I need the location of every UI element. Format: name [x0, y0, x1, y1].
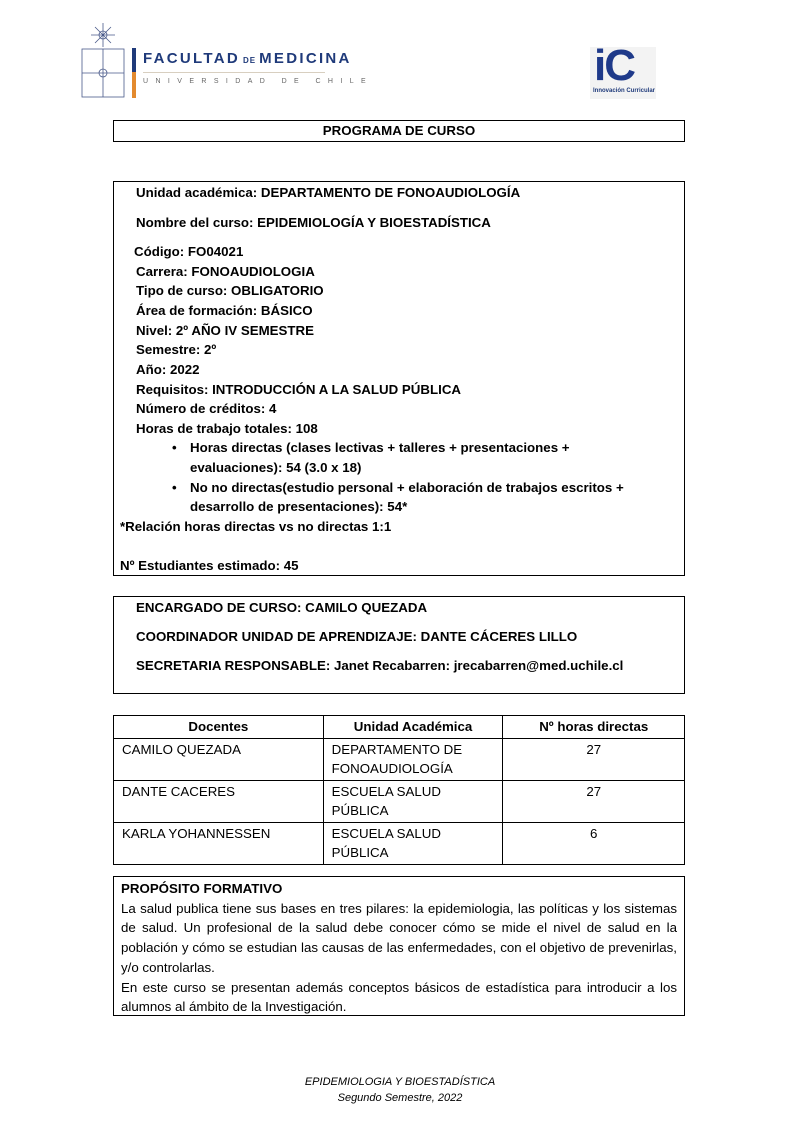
docente-horas: 27 — [503, 780, 685, 822]
relacion-horas: *Relación horas directas vs no directas 1:1 — [120, 519, 392, 534]
logo-subtitle: UNIVERSIDAD DE CHILE — [143, 78, 374, 85]
coordinador: COORDINADOR UNIDAD DE APRENDIZAJE: DANTE CÁCERES LILLO — [136, 629, 578, 644]
bullet-horas-directas-1: Horas directas (clases lectivas + talleres + presentaciones + — [190, 440, 570, 455]
estudiantes-estimado: Nº Estudiantes estimado: 45 — [120, 558, 299, 573]
requisitos: Requisitos: INTRODUCCIÓN A LA SALUD PÚBLICA — [136, 382, 462, 397]
docente-unidad: ESCUELA SALUD PÚBLICA — [323, 822, 503, 864]
tipo-curso: Tipo de curso: OBLIGATORIO — [136, 283, 324, 298]
logo-mark: iC — [594, 41, 634, 90]
docente-horas: 27 — [503, 738, 685, 780]
university-seal-icon — [80, 22, 126, 100]
innovacion-curricular-logo — [590, 41, 656, 99]
header-docentes: Docentes — [114, 716, 324, 739]
course-info-box — [113, 181, 685, 576]
codigo: Código: FO04021 — [134, 244, 244, 259]
docente-horas: 6 — [503, 822, 685, 864]
table-header-row — [114, 716, 685, 739]
proposito-heading: PROPÓSITO FORMATIVO — [121, 881, 283, 896]
carrera: Carrera: FONOAUDIOLOGIA — [136, 264, 315, 279]
docente-name: KARLA YOHANNESSEN — [114, 822, 324, 864]
facultad-medicina-logo — [80, 22, 374, 102]
docente-name: CAMILO QUEZADA — [114, 738, 324, 780]
docentes-table — [113, 715, 685, 865]
footer-course: EPIDEMIOLOGIA Y BIOESTADÍSTICA — [304, 1076, 496, 1088]
bullet-no-directas-2: desarrollo de presentaciones): 54* — [190, 499, 408, 514]
bullet-icon: • — [172, 440, 177, 455]
nombre-curso: Nombre del curso: EPIDEMIOLOGÍA Y BIOESTADÍSTICA — [136, 215, 491, 230]
logo-title2: MEDICINA — [259, 50, 352, 67]
table-row — [114, 780, 685, 822]
bullet-horas-directas-2: evaluaciones): 54 (3.0 x 18) — [190, 460, 362, 475]
responsables-box — [113, 596, 685, 694]
logo-de: DE — [243, 56, 257, 65]
footer-semester: Segundo Semestre, 2022 — [337, 1092, 463, 1104]
header-unidad: Unidad Académica — [323, 716, 503, 739]
unidad-academica: Unidad académica: DEPARTAMENTO DE FONOAUDIOLOGÍA — [136, 185, 521, 200]
docente-unidad: ESCUELA SALUD PÚBLICA — [323, 780, 503, 822]
logo-caption: Innovación Curricular — [593, 88, 656, 94]
proposito-paragraph-1: La salud publica tiene sus bases en tres pilares: la epidemiologia, las políticas y los sistemas de salud. Un profesional de la salud debe conocer cómo se mide el nivel de salud en la población y cómo se estudian las causas de las enfermedades, con el objetivo de prevenirlas, y/o controlarlas. — [121, 900, 677, 975]
table-row — [114, 822, 685, 864]
horas-totales: Horas de trabajo totales: 108 — [136, 421, 318, 436]
proposito-paragraph-2: En este curso se presentan además conceptos básicos de estadística para introducir a los alumnos al ámbito de la Investigación. — [121, 979, 677, 1015]
docente-name: DANTE CACERES — [114, 780, 324, 822]
bullet-no-directas-1: No no directas(estudio personal + elaboración de trabajos escritos + — [190, 480, 624, 495]
bullet-icon: • — [172, 480, 177, 495]
logo-title: FACULTAD — [143, 50, 240, 67]
proposito-box — [113, 876, 685, 1016]
anio: Año: 2022 — [136, 362, 200, 377]
table-row — [114, 738, 685, 780]
title-box — [113, 120, 685, 142]
docente-unidad: DEPARTAMENTO DE FONOAUDIOLOGÍA — [323, 738, 503, 780]
header-horas: Nº horas directas — [503, 716, 685, 739]
secretaria: SECRETARIA RESPONSABLE: Janet Recabarren: jrecabarren@med.uchile.cl — [136, 658, 624, 673]
creditos: Número de créditos: 4 — [136, 401, 277, 416]
page-title: PROGRAMA DE CURSO — [322, 123, 476, 138]
semestre: Semestre: 2º — [136, 342, 217, 357]
nivel: Nivel: 2º AÑO IV SEMESTRE — [136, 323, 315, 338]
encargado-curso: ENCARGADO DE CURSO: CAMILO QUEZADA — [136, 600, 428, 615]
area-formacion: Área de formación: BÁSICO — [136, 303, 313, 318]
